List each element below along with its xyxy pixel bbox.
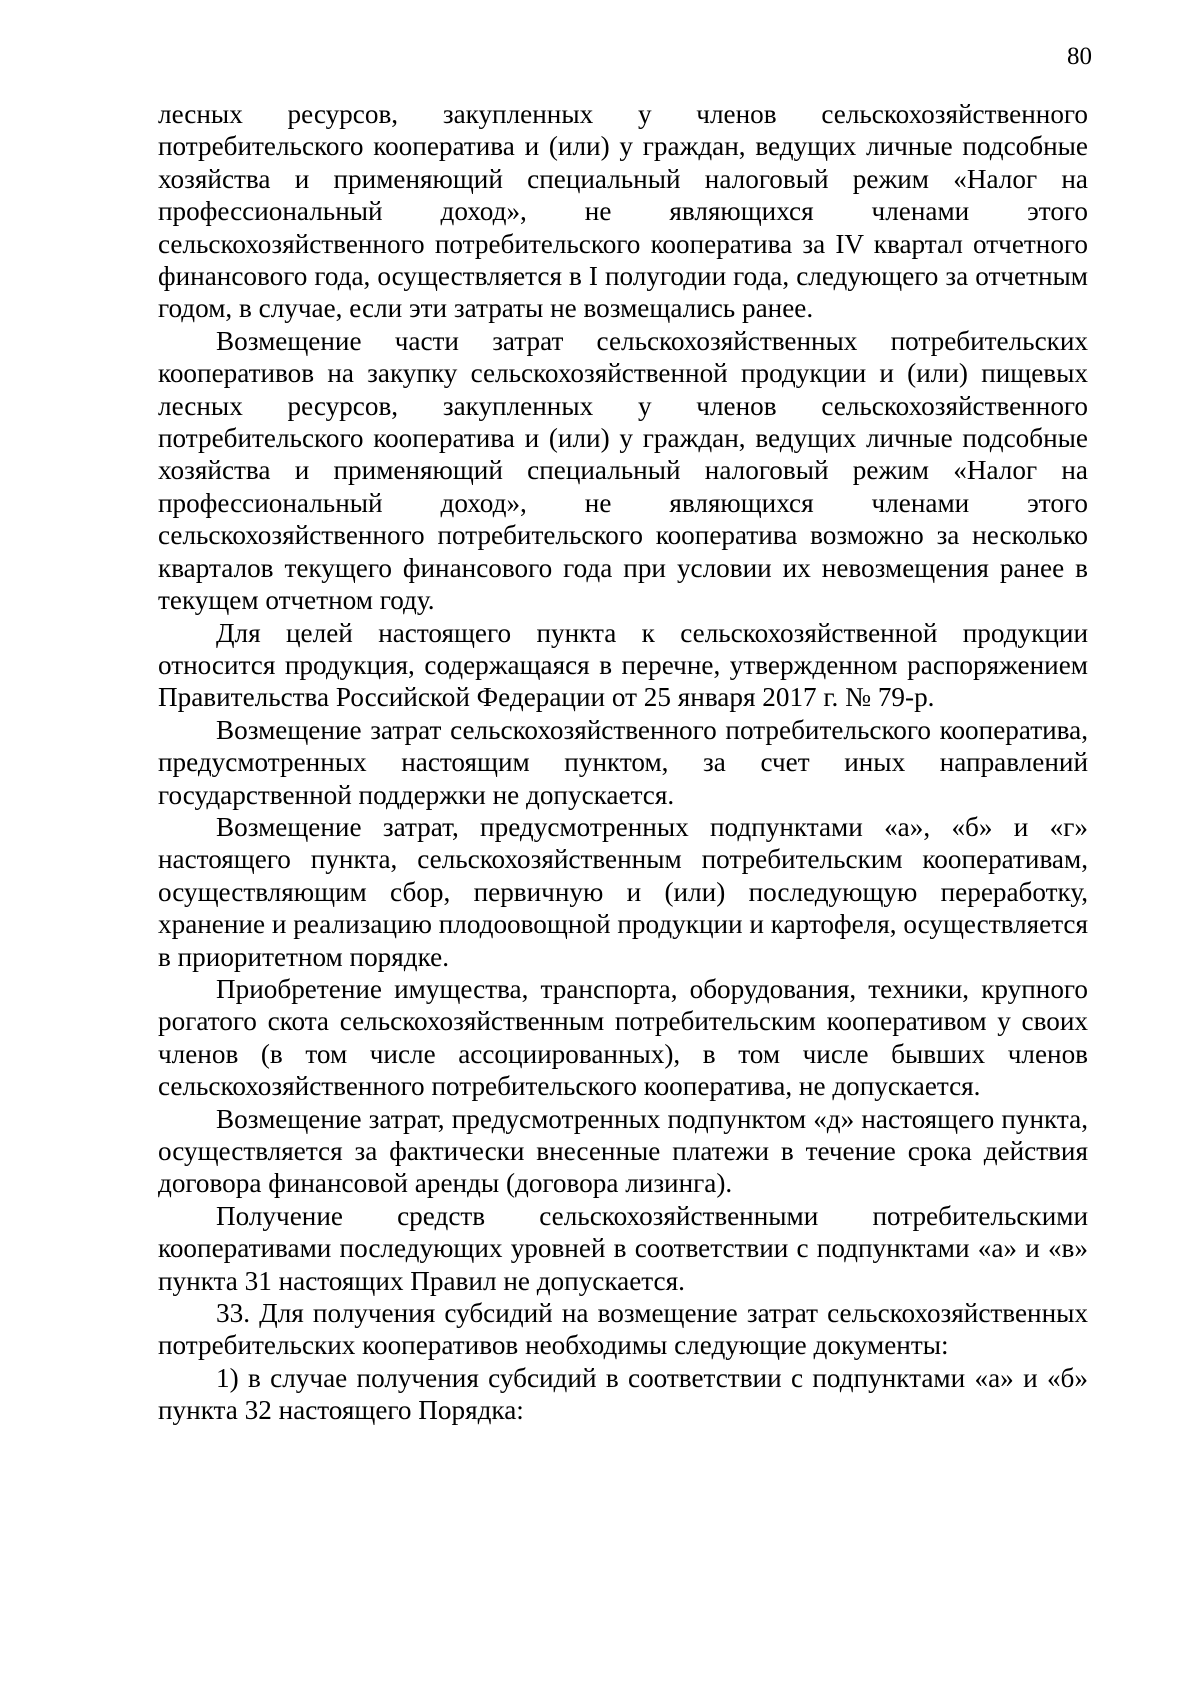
document-body [158,98,1088,1427]
paragraph-product-definition: Для целей настоящего пункта к сельскохозяйственной продукции относится продукция, содержащаяся в перечне, утвержденном распоряжением Правительства Российской Федерации от 25 января 2017 г. № 79-р. [158,617,1088,713]
paragraph-compensation-quarters: Возмещение части затрат сельскохозяйственных потребительских кооперативов на закупку сельскохозяйственной продукции и (или) пищевых лесных ресурсов, закупленных у членов сельскохозяйственного потребительского кооператива и (или) у граждан, ведущих личные подсобные хозяйства и применяющий специальный налоговый режим «Налог на профессиональный доход», не являющихся членами этого сельскохозяйственного потребительского кооператива возможно за несколько кварталов текущего финансового года при условии их невозмещения ранее в текущем отчетном году. [158,325,1088,616]
paragraph-acquisition-restriction: Приобретение имущества, транспорта, оборудования, техники, крупного рогатого скота сельскохозяйственным потребительским кооперативом у своих членов (в том числе ассоциированных), в том числе бывших членов сельскохозяйственного потребительского кооператива, не допускается. [158,973,1088,1102]
paragraph-higher-level-cooperatives: Получение средств сельскохозяйственными потребительскими кооперативами последующих уровней в соответствии с подпунктами «а» и «в» пункта 31 настоящих Правил не допускается. [158,1200,1088,1296]
paragraph-subitem-1: 1) в случае получения субсидий в соответствии с подпунктами «а» и «б» пункта 32 настоящего Порядка: [158,1362,1088,1426]
paragraph-item-33: 33. Для получения субсидий на возмещение затрат сельскохозяйственных потребительских кооперативов необходимы следующие документы: [158,1298,1088,1361]
paragraph-leasing-payments: Возмещение затрат, предусмотренных подпунктом «д» настоящего пункта, осуществляется за фактически внесенные платежи в течение срока действия договора финансовой аренды (договора лизинга). [158,1103,1088,1199]
paragraph-no-double-support: Возмещение затрат сельскохозяйственного потребительского кооператива, предусмотренных настоящим пунктом, за счет иных направлений государственной поддержки не допускается. [158,714,1088,810]
paragraph-continuation: лесных ресурсов, закупленных у членов сельскохозяйственного потребительского кооператива и (или) у граждан, ведущих личные подсобные хозяйства и применяющий специальный налоговый режим «Налог на профессиональный доход», не являющихся членами этого сельскохозяйственного потребительского кооператива за IV квартал отчетного финансового года, осуществляется в I полугодии года, следующего за отчетным годом, в случае, если эти затраты не возмещались ранее. [158,99,1088,324]
paragraph-priority-order: Возмещение затрат, предусмотренных подпунктами «а», «б» и «г» настоящего пункта, сельскохозяйственным потребительским кооперативам, осуществляющим сбор, первичную и (или) последующую переработку, хранение и реализацию плодоовощной продукции и картофеля, осуществляется в приоритетном порядке. [158,811,1088,972]
page-number: 80 [1067,43,1092,70]
